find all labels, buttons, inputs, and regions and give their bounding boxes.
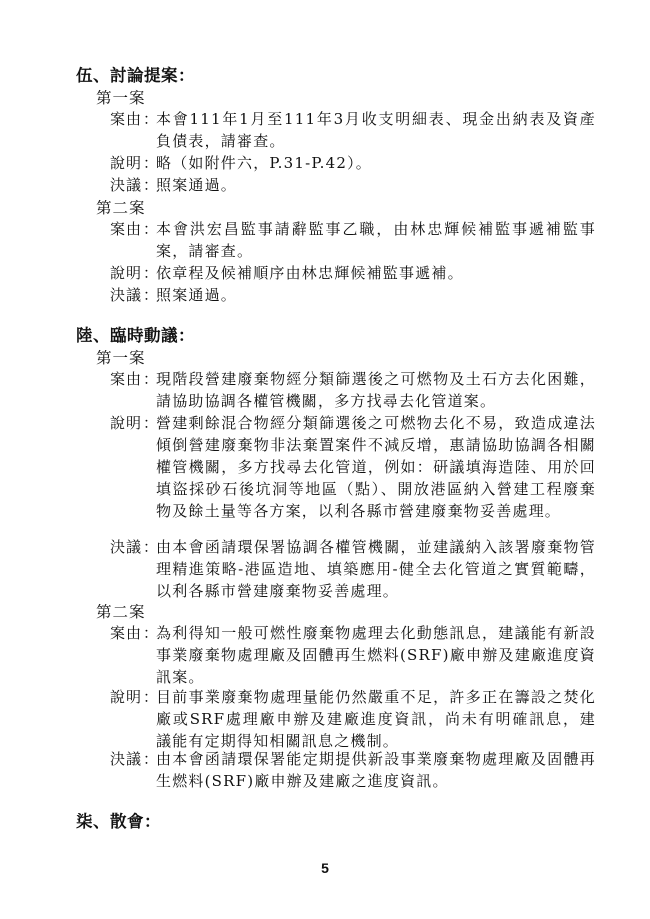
field-label: 決議 <box>110 538 143 556</box>
field-text: 本會111年1月至111年3月收支明細表、現金出納表及資產負債表，請審查。 <box>156 110 596 150</box>
field-colon: ： <box>143 154 159 172</box>
field-text: 由本會函請環保署能定期提供新設事業廢棄物處理廠及固體再生燃料(SRF)廠申辦及建廠之進度資訊。 <box>156 750 596 790</box>
field-colon: ： <box>143 370 159 388</box>
case-explain-extempore-2 <box>110 686 630 752</box>
case-explain-extempore-1 <box>110 412 630 522</box>
case-title-discussion-2: 第二案 <box>96 199 146 217</box>
field-label: 案由 <box>110 370 143 388</box>
section-heading-adjourn: 柒、散會： <box>76 812 161 831</box>
case-resolution-extempore-2 <box>110 748 630 792</box>
case-title-extempore-2: 第二案 <box>96 603 146 621</box>
field-text: 照案通過。 <box>156 286 238 304</box>
field-colon: ： <box>143 750 159 768</box>
field-colon: ： <box>143 414 159 432</box>
field-label: 決議 <box>110 176 143 194</box>
page-number: 5 <box>321 860 329 876</box>
case-reason-discussion-2 <box>110 218 630 262</box>
case-resolution-discussion-2 <box>110 284 630 306</box>
field-colon: ： <box>143 110 159 128</box>
case-explain-discussion-1 <box>110 152 630 174</box>
field-colon: ： <box>143 538 159 556</box>
field-label: 案由 <box>110 220 143 238</box>
field-label: 說明 <box>110 414 143 432</box>
case-explain-discussion-2 <box>110 262 630 284</box>
field-text: 本會洪宏昌監事請辭監事乙職，由林忠輝候補監事遞補監事案，請審查。 <box>156 220 596 260</box>
case-resolution-extempore-1 <box>110 536 630 602</box>
field-text: 照案通過。 <box>156 176 238 194</box>
case-title-extempore-1: 第一案 <box>96 349 146 367</box>
field-label: 決議 <box>110 286 143 304</box>
section-heading-extempore: 陸、臨時動議： <box>76 326 195 345</box>
field-label: 說明 <box>110 688 143 706</box>
field-text: 營建剩餘混合物經分類篩選後之可燃物去化不易，致造成違法傾倒營建廢棄物非法棄置案件不減反增，惠請協助協調各相關權管機關，多方找尋去化管道，例如：研議填海造陸、用於回填盜採砂石後坑洞等地區（點）、開放港區納入營建工程廢棄物及餘土量等各方案，以利各縣市營建廢棄物妥善處理。 <box>156 414 596 520</box>
field-text: 現階段營建廢棄物經分類篩選後之可燃物及土石方去化困難，請協助協調各權管機關，多方找尋去化管道案。 <box>156 370 596 410</box>
case-resolution-discussion-1 <box>110 174 630 196</box>
field-label: 決議 <box>110 750 143 768</box>
section-heading-discussion: 伍、討論提案： <box>76 66 195 85</box>
field-colon: ： <box>143 688 159 706</box>
field-colon: ： <box>143 176 159 194</box>
field-colon: ： <box>143 286 159 304</box>
case-reason-discussion-1 <box>110 108 630 152</box>
field-label: 說明 <box>110 154 143 172</box>
field-label: 案由 <box>110 110 143 128</box>
field-text: 依章程及候補順序由林忠輝候補監事遞補。 <box>156 264 464 282</box>
field-text: 為利得知一般可燃性廢棄物處理去化動態訊息，建議能有新設事業廢棄物處理廠及固體再生燃料(SRF)廠申辦及建廠進度資訊案。 <box>156 624 596 686</box>
field-colon: ： <box>143 264 159 282</box>
field-colon: ： <box>143 624 159 642</box>
field-text: 目前事業廢棄物處理量能仍然嚴重不足，許多正在籌設之焚化廠或SRF處理廠申辦及建廠進度資訊，尚未有明確訊息，建議能有定期得知相關訊息之機制。 <box>156 688 596 750</box>
field-colon: ： <box>143 220 159 238</box>
field-text: 略（如附件六，P.31-P.42）。 <box>156 154 372 172</box>
case-reason-extempore-1 <box>110 368 630 412</box>
field-text: 由本會函請環保署協調各權管機關，並建議納入該署廢棄物管理精進策略-港區造地、填築應用-健全去化管道之實質範疇，以利各縣市營建廢棄物妥善處理。 <box>156 538 596 600</box>
case-reason-extempore-2 <box>110 622 630 688</box>
case-title-discussion-1: 第一案 <box>96 89 146 107</box>
field-label: 說明 <box>110 264 143 282</box>
field-label: 案由 <box>110 624 143 642</box>
